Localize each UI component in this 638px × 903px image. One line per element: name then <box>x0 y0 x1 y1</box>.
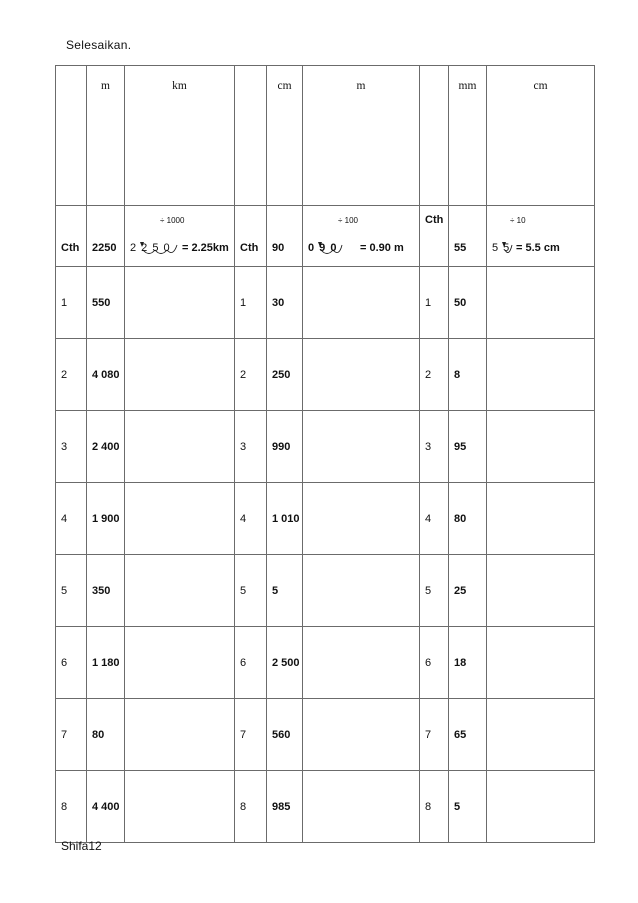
answer-cell-cm[interactable] <box>487 771 595 843</box>
row-number: 5 <box>235 555 267 627</box>
row-number: 2 <box>420 339 449 411</box>
row-number: 4 <box>235 483 267 555</box>
value-cm: 1 010 <box>267 483 303 555</box>
answer-cell-m[interactable] <box>303 555 420 627</box>
answer-cell-km[interactable] <box>125 555 235 627</box>
divisor-label-2: ÷ 100 <box>338 216 358 225</box>
value-m: 1 180 <box>87 627 125 699</box>
row-number: 2 <box>56 339 87 411</box>
answer-cell-km[interactable] <box>125 339 235 411</box>
answer-cell-cm[interactable] <box>487 339 595 411</box>
value-m: 80 <box>87 699 125 771</box>
value-cm: 250 <box>267 339 303 411</box>
answer-cell-cm[interactable] <box>487 699 595 771</box>
value-m: 4 080 <box>87 339 125 411</box>
row-number: 8 <box>420 771 449 843</box>
row-number: 6 <box>235 627 267 699</box>
value-mm: 50 <box>449 267 487 339</box>
conversion-table <box>55 65 595 843</box>
value-cm: 990 <box>267 411 303 483</box>
example-digits-2: 0 9 0 <box>308 242 338 254</box>
header-m-2: m <box>303 66 420 206</box>
example-work-m <box>303 206 420 267</box>
example-label-3: Cth <box>420 206 449 267</box>
header-blank-3 <box>420 66 449 206</box>
row-number: 3 <box>420 411 449 483</box>
value-cm: 5 <box>267 555 303 627</box>
header-km: km <box>125 66 235 206</box>
answer-cell-m[interactable] <box>303 627 420 699</box>
value-m: 350 <box>87 555 125 627</box>
row-number: 1 <box>420 267 449 339</box>
row-number: 7 <box>420 699 449 771</box>
example-value-cm: 90 <box>267 206 303 267</box>
table-row <box>56 555 595 627</box>
row-number: 8 <box>235 771 267 843</box>
table-row <box>56 411 595 483</box>
answer-cell-km[interactable] <box>125 411 235 483</box>
example-label: Cth <box>56 206 87 267</box>
row-number: 4 <box>56 483 87 555</box>
value-cm: 30 <box>267 267 303 339</box>
example-digits-3: 5 5 <box>492 242 511 254</box>
value-mm: 18 <box>449 627 487 699</box>
table-row <box>56 267 595 339</box>
example-answer: = 2.25km <box>182 242 229 254</box>
answer-cell-km[interactable] <box>125 267 235 339</box>
table-row <box>56 771 595 843</box>
example-answer-3: = 5.5 cm <box>516 242 560 254</box>
row-number: 1 <box>235 267 267 339</box>
value-m: 550 <box>87 267 125 339</box>
header-row <box>56 66 595 206</box>
row-number: 4 <box>420 483 449 555</box>
row-number: 1 <box>56 267 87 339</box>
instruction-text: Selesaikan. <box>66 38 132 52</box>
example-answer-2: = 0.90 m <box>360 242 404 254</box>
value-mm: 65 <box>449 699 487 771</box>
answer-cell-km[interactable] <box>125 771 235 843</box>
answer-cell-km[interactable] <box>125 699 235 771</box>
answer-cell-cm[interactable] <box>487 555 595 627</box>
example-row <box>56 206 595 267</box>
row-number: 8 <box>56 771 87 843</box>
row-number: 5 <box>420 555 449 627</box>
header-blank-2 <box>235 66 267 206</box>
table-row <box>56 339 595 411</box>
answer-cell-cm[interactable] <box>487 483 595 555</box>
value-m: 4 400 <box>87 771 125 843</box>
table-row <box>56 699 595 771</box>
row-number: 7 <box>235 699 267 771</box>
row-number: 7 <box>56 699 87 771</box>
example-value-m: 2250 <box>87 206 125 267</box>
answer-cell-km[interactable] <box>125 483 235 555</box>
row-number: 6 <box>56 627 87 699</box>
footer-text: Shifa12 <box>61 839 102 853</box>
row-number: 5 <box>56 555 87 627</box>
row-number: 3 <box>56 411 87 483</box>
row-number: 3 <box>235 411 267 483</box>
value-m: 1 900 <box>87 483 125 555</box>
value-mm: 80 <box>449 483 487 555</box>
answer-cell-cm[interactable] <box>487 411 595 483</box>
divisor-label-3: ÷ 10 <box>510 216 526 225</box>
row-number: 2 <box>235 339 267 411</box>
header-cm: cm <box>267 66 303 206</box>
answer-cell-m[interactable] <box>303 483 420 555</box>
example-digits: 2 2 5 0 <box>130 242 171 254</box>
example-work-km <box>125 206 235 267</box>
header-mm: mm <box>449 66 487 206</box>
answer-cell-m[interactable] <box>303 771 420 843</box>
table-row <box>56 627 595 699</box>
header-blank-1 <box>56 66 87 206</box>
example-label-2: Cth <box>235 206 267 267</box>
value-cm: 985 <box>267 771 303 843</box>
answer-cell-m[interactable] <box>303 699 420 771</box>
value-cm: 2 500 <box>267 627 303 699</box>
answer-cell-cm[interactable] <box>487 267 595 339</box>
header-cm-2: cm <box>487 66 595 206</box>
answer-cell-km[interactable] <box>125 627 235 699</box>
divisor-label: ÷ 1000 <box>160 216 185 225</box>
value-mm: 8 <box>449 339 487 411</box>
value-mm: 95 <box>449 411 487 483</box>
answer-cell-m[interactable] <box>303 339 420 411</box>
answer-cell-m[interactable] <box>303 411 420 483</box>
header-m: m <box>87 66 125 206</box>
answer-cell-cm[interactable] <box>487 627 595 699</box>
example-value-mm: 55 <box>449 206 487 267</box>
value-mm: 25 <box>449 555 487 627</box>
value-m: 2 400 <box>87 411 125 483</box>
answer-cell-m[interactable] <box>303 267 420 339</box>
example-work-cm <box>487 206 595 267</box>
value-cm: 560 <box>267 699 303 771</box>
table-row <box>56 483 595 555</box>
value-mm: 5 <box>449 771 487 843</box>
row-number: 6 <box>420 627 449 699</box>
